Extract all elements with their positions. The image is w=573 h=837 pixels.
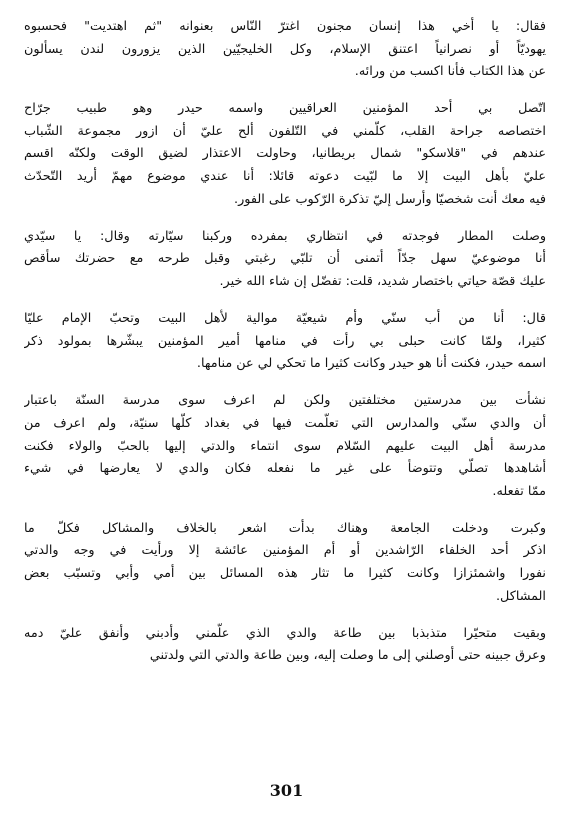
body-text: [24, 16, 546, 682]
paragraph: [24, 226, 546, 294]
text-line: كثيرا، ولمّا كانت حبلى بي رأت في منامها أمير المؤمنين يبشّرها بمولود ذكر: [24, 333, 546, 349]
paragraph: [24, 623, 546, 668]
text-line: أنا موضوعيّ سهل جدّاً أتمنى أن تلبّي رغبتي وقبل طرحه مع حضرتك سأقص: [24, 251, 546, 267]
text-line: اسمه حيدر، فكنت أنا هو حيدر وكانت كثيرا ما تحكي لي عن منامها.: [196, 356, 546, 372]
text-line: وصلت المطار فوجدته في انتظاري بمفرده وركبنا سيّارته وقال: يا سيّدي: [24, 228, 546, 244]
text-line: عليّ بأهل البيت إلا ما لبّيت دعوته قائلا: أنا عندي موضوع مهمّ أريد التّحدّث: [24, 169, 546, 185]
text-line: أشاهدها تصلّي وتتوضأ على غير ما نفعله فكان والدي لا يعارضها في شيء: [24, 461, 546, 477]
text-line: يهوديّاً أو نصرانياً اعتنق الإسلام، وكل الخليجيّين الذين يزورون لندن يسألون: [24, 41, 546, 57]
text-line: فقال: يا أخي هذا إنسان مجنون اغترّ النّاس بعنوانه "ثم اهتديت" فحسبوه: [24, 19, 546, 34]
paragraph: [24, 98, 546, 211]
text-line: عليك قصّة حياتي باختصار شديد، قلت: تفضّل إن شاء الله خير.: [219, 273, 546, 289]
text-line: أن والدي سنّي والمدارس التي تعلّمت فيها في بغداد كلّها سنيّة، ولم اعرف من: [24, 415, 546, 431]
paragraph: [24, 16, 546, 84]
text-line: اختصاصه جراحة القلب، كلّمني في التّلفون ألح عليّ أن ازور مجموعة الشّباب: [24, 123, 546, 139]
text-line: اتّصل بي أحد المؤمنين العراقيين واسمه حيدر وهو طبيب جرّاح: [24, 101, 546, 117]
text-line: قال: أنا من أب سنّي وأم شيعيّة موالية لأهل البيت وتحبّ الإمام عليّا: [24, 311, 546, 327]
text-line: نشأت بين مدرستين مختلفتين ولكن لم اعرف سوى مدرسة السنّة باعتبار: [24, 393, 546, 409]
text-line: عندهم في "قلاسكو" شمال بريطانيا، وحاولت الاعتذار لضيق الوقت ولكنّه اقسم: [24, 146, 546, 162]
text-line: اذكر أحد الخلفاء الرّاشدين أو أم المؤمنين عائشة إلا ورأيت في وجه والدتي: [24, 543, 546, 559]
text-line: وكبرت ودخلت الجامعة وهناك بدأت اشعر بالخلاف والمشاكل فكلّ ما: [24, 520, 546, 536]
paragraph: [24, 308, 546, 376]
page-number: 301: [269, 781, 304, 800]
paragraph: [24, 518, 546, 608]
text-line: عن هذا الكتاب فأنا اكسب من ورائه.: [354, 64, 546, 80]
text-line: وعرق جبينه حتى أوصلني إلى ما وصلت إليه، وبين طاعة والدتي التي ولدتني: [149, 648, 546, 664]
paragraph: [24, 390, 546, 503]
text-line: ممّا تفعله.: [492, 483, 546, 499]
text-line: نفورا واشمئزازا وكانت كثيرا ما تثار هذه المسائل بين أمي وأبي وتسبّب بعض: [24, 565, 546, 581]
text-line: مدرسة أهل البيت عليهم السّلام سوى انتماء والدتي إليها بالحبّ والولاء فكنت: [24, 438, 546, 454]
text-line: المشاكل.: [495, 588, 546, 604]
text-line: وبقيت متحيّرا متذبذبا بين طاعة والدي الذي علّمني وأدبني وأنفق عليّ دمه: [24, 625, 546, 641]
text-line: فيه معك أنت شخصيّا وأرسل إليّ تذكرة الرّكوب على الفور.: [234, 191, 546, 207]
